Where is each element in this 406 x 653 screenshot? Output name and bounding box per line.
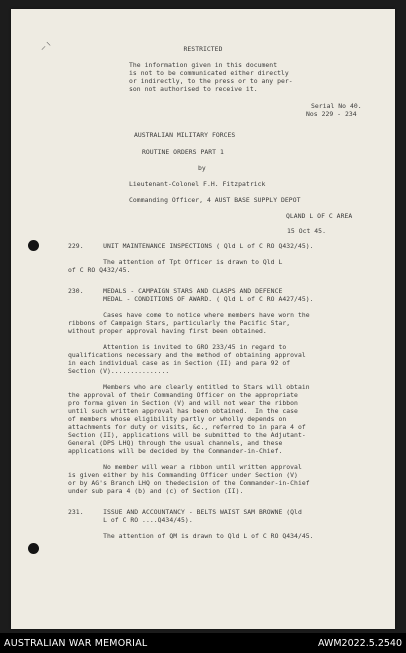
order-231-body: The attention of QM is drawn to Qld L of C RO Q434/45. [68,532,314,540]
by-line: by [198,164,206,172]
order-230-para-d-3: or by AG's Branch LHQ on thedecision of the Commander-in-Chief [68,479,310,487]
notice-line-4: son not authorised to receive it. [129,85,258,93]
order-230-para-c-5: of members whose eligibility partly or wholly depends on [68,415,287,423]
order-230-para-d-4: under sub para 4 (b) and (c) of Section (II). [68,487,244,495]
order-229-line-1: 229. UNIT MAINTENANCE INSPECTIONS ( Qld L of C RO Q432/45). [68,242,314,250]
order-229-line-2: The attention of Tpt Officer is drawn to Qld L [68,258,283,266]
order-date: 15 Oct 45. [287,227,326,235]
order-230-para-b-4: Section (V)............... [68,367,170,375]
order-230-heading-1: 230. MEDALS - CAMPAIGN STARS AND CLASPS AND DEFENCE [68,287,283,295]
order-230-para-b-1: Attention is invited to GRO 233/45 in regard to [68,343,287,351]
source-label: AUSTRALIAN WAR MEMORIAL [4,638,148,649]
order-231-heading-1: 231. ISSUE AND ACCOUNTANCY - BELTS WAIST SAM BROWNE (Qld [68,508,302,516]
order-230-para-c-4: until such written approval has been obtained. In the case [68,407,298,415]
notice-line-2: is not to be communicated either directly [129,69,289,77]
notice-line-3: or indirectly, to the press or to any per- [129,77,293,85]
order-230-para-c-2: the approval of their Commanding Officer on the appropriate [68,391,298,399]
serial-number: Serial No 40. [311,102,362,110]
order-229-line-3: of C RO Q432/45. [68,266,131,274]
notice-line-1: The information given in this document [129,61,278,69]
area-line: QLAND L OF C AREA [286,212,353,220]
order-230-para-a-2: ribbons of Campaign Stars, particularly the Pacific Star, [68,319,291,327]
document-page [11,9,395,629]
order-230-para-d-2: is given either by his Commanding Officer under Section (V) [68,471,298,479]
order-230-para-a-3: without proper approval having first been obtained. [68,327,267,335]
order-230-para-c-1: Members who are clearly entitled to Stars will obtain [68,383,310,391]
restricted-heading: RESTRICTED [183,45,223,53]
order-230-para-c-7: Section (II), applications will be submitted to the Adjutant- [68,431,306,439]
pencil-tick-mark: ⸝⸌ [41,41,51,52]
order-230-heading-2: MEDAL - CONDITIONS OF AWARD. ( Qld L of C RO A427/45). [68,295,314,303]
force-heading: AUSTRALIAN MILITARY FORCES [134,131,236,139]
officer-role: Commanding Officer, 4 AUST BASE SUPPLY DEPOT [129,196,301,204]
punch-hole-top [28,240,39,251]
order-230-para-c-8: General (DPS LHQ) through the usual channels, and these [68,439,283,447]
order-230-para-b-2: qualifications necessary and the method of obtaining approval [68,351,306,359]
archive-footer [0,633,406,653]
order-230-para-c-3: pro forma given in Section (V) and will not wear the ribbon [68,399,298,407]
orders-heading: ROUTINE ORDERS PART 1 [142,148,224,156]
reference-number: AWM2022.5.2540 [317,638,402,649]
order-230-para-b-3: in each individual case as in Section (II) and para 92 of [68,359,291,367]
order-230-para-c-9: applications will be decided by the Commander-in-Chief. [68,447,283,455]
punch-hole-bottom [28,543,39,554]
order-numbers: Nos 229 - 234 [306,110,357,118]
order-230-para-d-1: No member will wear a ribbon until written approval [68,463,302,471]
order-231-heading-2: L of C RO ....Q434/45). [68,516,193,524]
order-230-para-c-6: attachments for duty or visits, &c., referred to in para 4 of [68,423,306,431]
officer-name: Lieutenant-Colonel F.H. Fitzpatrick [129,180,266,188]
order-230-para-a-1: Cases have come to notice where members have worn the [68,311,310,319]
